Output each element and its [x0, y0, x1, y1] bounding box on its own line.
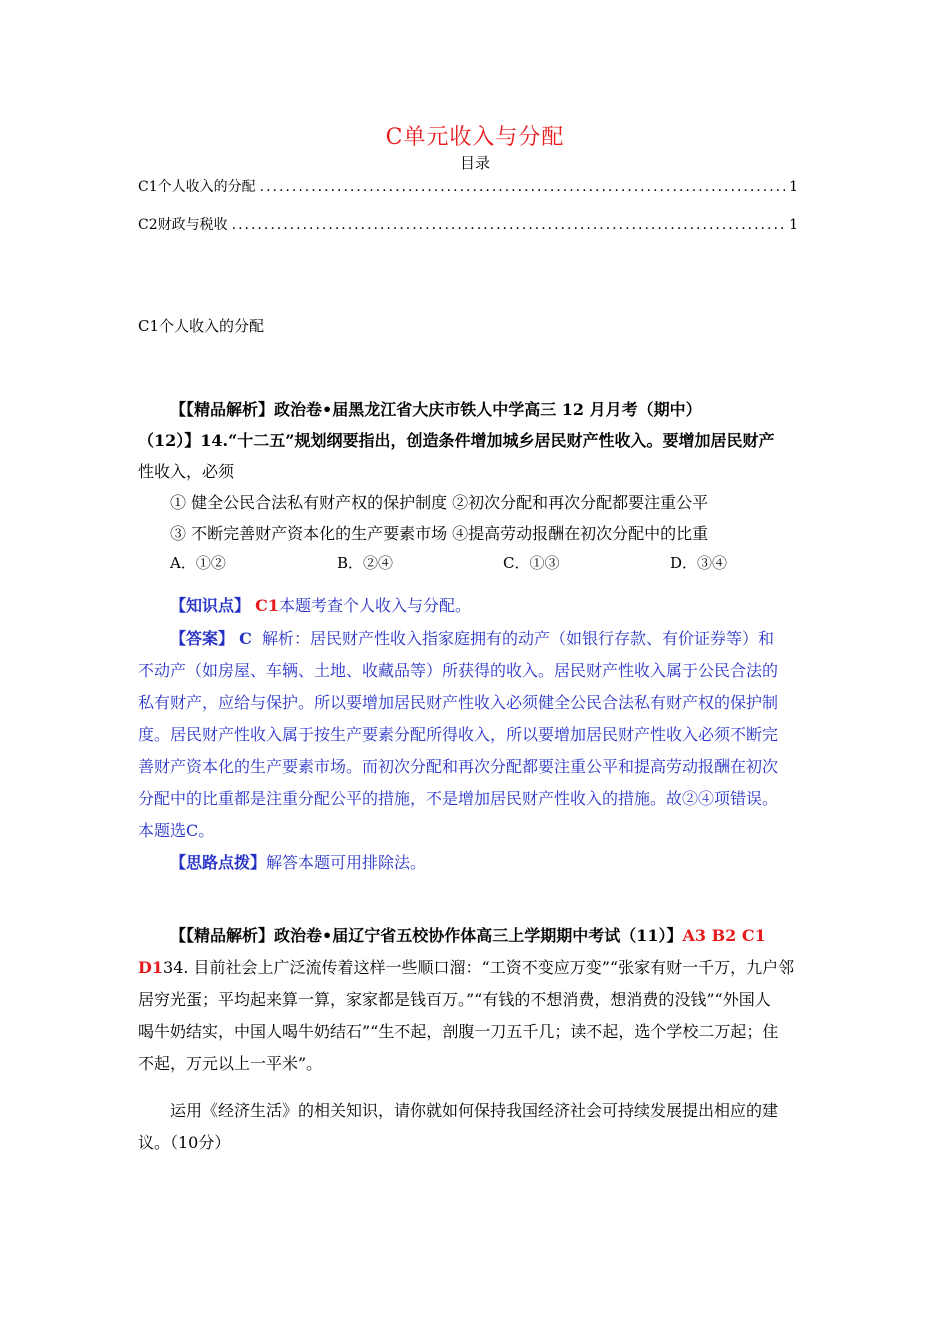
toc-entry-c2[interactable] [138, 214, 798, 234]
choice-a: A．①② [170, 554, 226, 572]
q1-source-line: 性收入，必须 [138, 462, 235, 481]
q2-task-line: 议。（10分） [138, 1133, 231, 1152]
toc-entry-label: C1个人收入的分配 [138, 179, 256, 195]
section-heading-c1: C1个人收入的分配 [138, 317, 265, 335]
answer-analysis-line: 私有财产，应给与保护。所以要增加居民财产性收入必须健全公民合法私有财产权的保护制 [138, 693, 779, 712]
q2-codes: A3 B2 C1 [682, 926, 766, 945]
doc-title: C单元收入与分配 [385, 125, 565, 150]
q2-codes: D1 [138, 958, 164, 977]
q2-text-line: 不起，万元以上一平米”。 [138, 1054, 323, 1073]
knowledge-point-label: 【知识点】 [170, 596, 251, 615]
hint-line [170, 850, 426, 873]
q2-source-line [170, 923, 766, 946]
toc-leader-dots [232, 217, 785, 233]
choice-d: D．③④ [670, 554, 728, 572]
answer-analysis: 解析：居民财产性收入指家庭拥有的动产（如银行存款、有价证券等）和 [262, 629, 775, 648]
answer-analysis-line: 本题选C。 [138, 821, 215, 840]
answer-value: C [239, 629, 252, 648]
hint-label: 【思路点拨】 [170, 853, 267, 872]
answer-label: 【答案】 [170, 629, 235, 648]
q1-source-line: （12）】14.“十二五”规划纲要指出，创造条件增加城乡居民财产性收入。要增加居民财产 [138, 431, 775, 450]
answer-line [170, 626, 774, 649]
answer-analysis-line: 善财产资本化的生产要素市场。而初次分配和再次分配都要注重公平和提高劳动报酬在初次 [138, 757, 779, 776]
toc-entry-page: 1 [789, 179, 798, 195]
toc-leader-dots [260, 179, 785, 195]
q2-source: 【【精品解析】政治卷•届辽宁省五校协作体高三上学期期中考试（11）】 [170, 926, 683, 945]
toc-heading: 目录 [459, 154, 490, 172]
choice-b: B．②④ [337, 554, 394, 572]
knowledge-point-text: 本题考查个人收入与分配。 [278, 596, 471, 615]
q2-text-line: 喝牛奶结实，中国人喝牛奶结石”“生不起，剖腹一刀五千几；读不起，选个学校二万起；住 [138, 1022, 779, 1041]
choice-c: C．①③ [503, 554, 560, 572]
answer-analysis-line: 分配中的比重都是注重分配公平的措施，不是增加居民财产性收入的措施。故②④项错误。 [138, 789, 779, 808]
toc-entry-c1[interactable] [138, 176, 798, 196]
q2-text-line: 居穷光蛋；平均起来算一算，家家都是钱百万。”“有钱的不想消费，想消费的没钱”“外国人 [138, 990, 771, 1009]
q2-text-line [138, 955, 794, 978]
q1-option-line: ① 健全公民合法私有财产权的保护制度 ②初次分配和再次分配都要注重公平 [170, 493, 709, 512]
answer-analysis-line: 度。居民财产性收入属于按生产要素分配所得收入，所以要增加居民财产性收入必须不断完 [138, 725, 779, 744]
q2-text: 34. 目前社会上广泛流传着这样一些顺口溜：“工资不变应万变”“张家有财一千万，九户邻 [163, 958, 795, 977]
knowledge-point [170, 593, 471, 616]
hint-text: 解答本题可用排除法。 [266, 853, 427, 872]
q2-task-line: 运用《经济生活》的相关知识，请你就如何保持我国经济社会可持续发展提出相应的建 [170, 1101, 779, 1120]
knowledge-point-code: C1 [255, 596, 279, 615]
toc-entry-label: C2财政与税收 [138, 217, 228, 233]
q1-source-line: 【【精品解析】政治卷•届黑龙江省大庆市铁人中学高三 12 月月考（期中） [170, 400, 702, 419]
q1-option-line: ③ 不断完善财产资本化的生产要素市场 ④提高劳动报酬在初次分配中的比重 [170, 524, 709, 543]
answer-analysis-line: 不动产（如房屋、车辆、土地、收藏品等）所获得的收入。居民财产性收入属于公民合法的 [138, 661, 779, 680]
toc-entry-page: 1 [789, 217, 798, 233]
